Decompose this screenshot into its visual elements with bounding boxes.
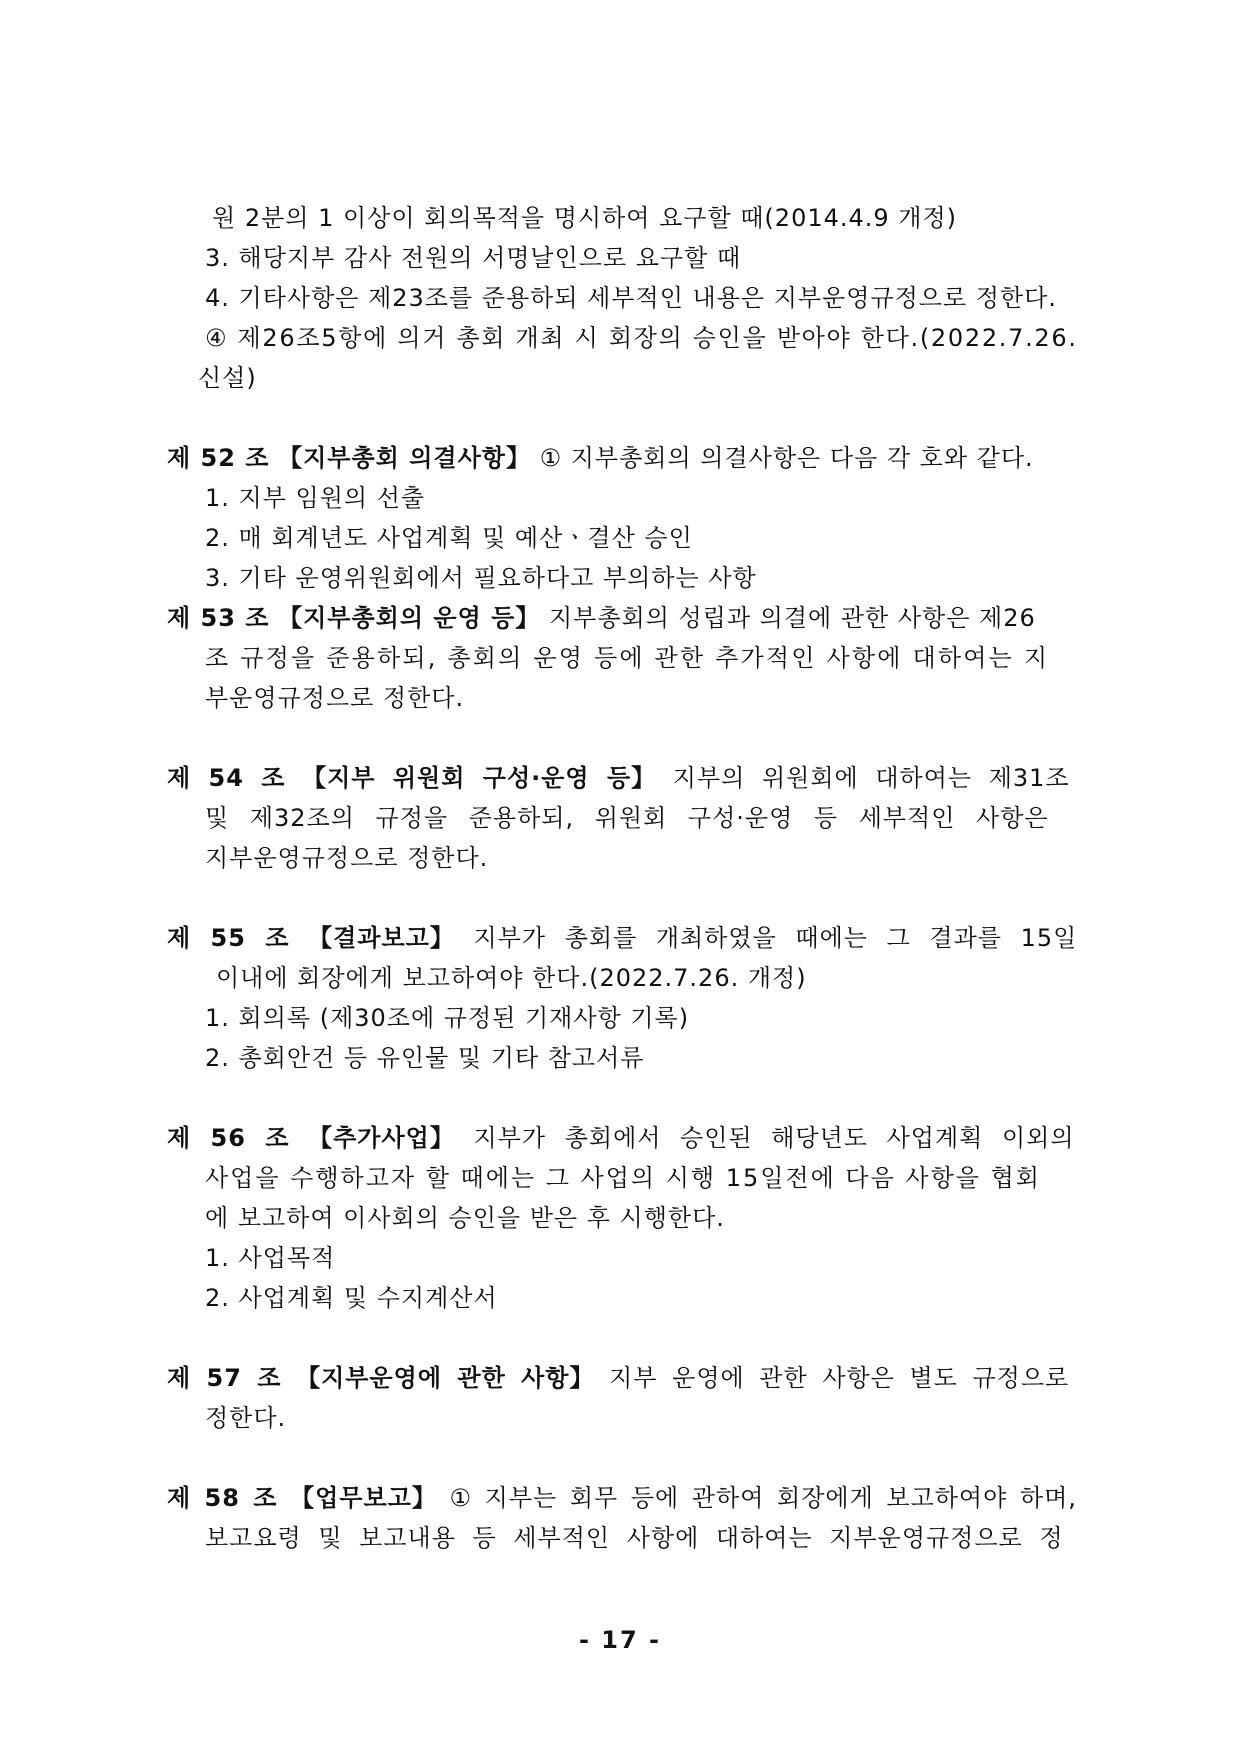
article-54-number: 제 54 조: [167, 764, 286, 792]
page-number: - 17 -: [578, 1626, 662, 1654]
article-56-number: 제 56 조: [167, 1124, 290, 1152]
article-56-line-2: 사업을 수행하고자 할 때에는 그 사업의 시행 15일전에 다음 사항을 협회: [205, 1164, 1041, 1192]
article-57-number: 제 57 조: [167, 1364, 282, 1392]
article-52-item-2: 2. 매 회계년도 사업계획 및 예산ㆍ결산 승인: [205, 524, 693, 552]
article-54-heading: [167, 763, 1070, 793]
article-57-heading: [167, 1363, 1069, 1393]
article-54-line-3: 지부운영규정으로 정한다.: [205, 844, 489, 872]
article-56-item-1: 1. 사업목적: [205, 1244, 336, 1272]
article-53-text: 지부총회의 성립과 의결에 관한 사항은 제26: [548, 604, 1036, 632]
article-56-text: 지부가 총회에서 승인된 해당년도 사업계획 이외의: [473, 1124, 1075, 1152]
article-55-title: 【결과보고】: [308, 924, 455, 952]
art51-item-3: 3. 해당지부 감사 전원의 서명날인으로 요구할 때: [205, 244, 742, 272]
article-54-line-2: 및 제32조의 규정을 준용하되, 위원회 구성·운영 등 세부적인 사항은: [205, 804, 1049, 832]
article-58-line-2: 보고요령 및 보고내용 등 세부적인 사항에 대하여는 지부운영규정으로 정: [205, 1524, 1064, 1552]
article-56-line-3: 에 보고하여 이사회의 승인을 받은 후 시행한다.: [205, 1204, 725, 1232]
article-52-number: 제 52 조: [167, 444, 270, 472]
article-55-heading: [167, 923, 1077, 953]
article-56-heading: [167, 1123, 1075, 1153]
article-55-text: 지부가 총회를 개최하였을 때에는 그 결과를 15일: [473, 924, 1078, 952]
art51-line-1: 원 2분의 1 이상이 회의목적을 명시하여 요구할 때(2014.4.9 개정): [212, 204, 958, 232]
article-56-item-2: 2. 사업계획 및 수지계산서: [205, 1284, 498, 1312]
article-53-line-3: 부운영규정으로 정한다.: [205, 684, 465, 712]
article-55-item-2: 2. 총회안건 등 유인물 및 기타 참고서류: [205, 1044, 645, 1072]
article-58-text: ① 지부는 회무 등에 관하여 회장에게 보고하여야 하며,: [449, 1484, 1077, 1512]
article-52-text: ① 지부총회의 의결사항은 다음 각 호와 같다.: [539, 444, 1034, 472]
article-54-title: 【지부 위원회 구성·운영 등】: [302, 764, 657, 792]
article-53-heading: [167, 603, 1036, 633]
art51-item-4: 4. 기타사항은 제23조를 준용하되 세부적인 내용은 지부운영규정으로 정한다.: [205, 284, 1057, 312]
article-58-title: 【업무보고】: [290, 1484, 437, 1512]
article-52-heading: [167, 443, 1034, 473]
art51-para-4-cont: 신설): [198, 364, 257, 392]
article-58-number: 제 58 조: [167, 1484, 278, 1512]
article-55-number: 제 55 조: [167, 924, 290, 952]
article-58-heading: [167, 1483, 1077, 1513]
article-57-text: 지부 운영에 관한 사항은 별도 규정으로: [609, 1364, 1070, 1392]
article-55-line-2: 이내에 회장에게 보고하여야 한다.(2022.7.26. 개정): [216, 964, 807, 992]
article-52-item-3: 3. 기타 운영위원회에서 필요하다고 부의하는 사항: [205, 564, 757, 592]
article-52-item-1: 1. 지부 임원의 선출: [205, 484, 426, 512]
article-53-line-2: 조 규정을 준용하되, 총회의 운영 등에 관한 추가적인 사항에 대하여는 지: [205, 644, 1050, 672]
article-52-title: 【지부총회 의결사항】: [278, 444, 531, 472]
article-55-item-1: 1. 회의록 (제30조에 규정된 기재사항 기록): [205, 1004, 690, 1032]
article-57-line-2: 정한다.: [205, 1404, 287, 1432]
article-57-title: 【지부운영에 관한 사항】: [296, 1364, 595, 1392]
art51-para-4: ④ 제26조5항에 의거 총회 개최 시 회장의 승인을 받아야 한다.(2022.7.26.: [205, 324, 1078, 352]
article-53-title: 【지부총회의 운영 등】: [278, 604, 541, 632]
article-53-number: 제 53 조: [167, 604, 270, 632]
article-54-text: 지부의 위원회에 대하여는 제31조: [672, 764, 1070, 792]
article-56-title: 【추가사업】: [308, 1124, 455, 1152]
